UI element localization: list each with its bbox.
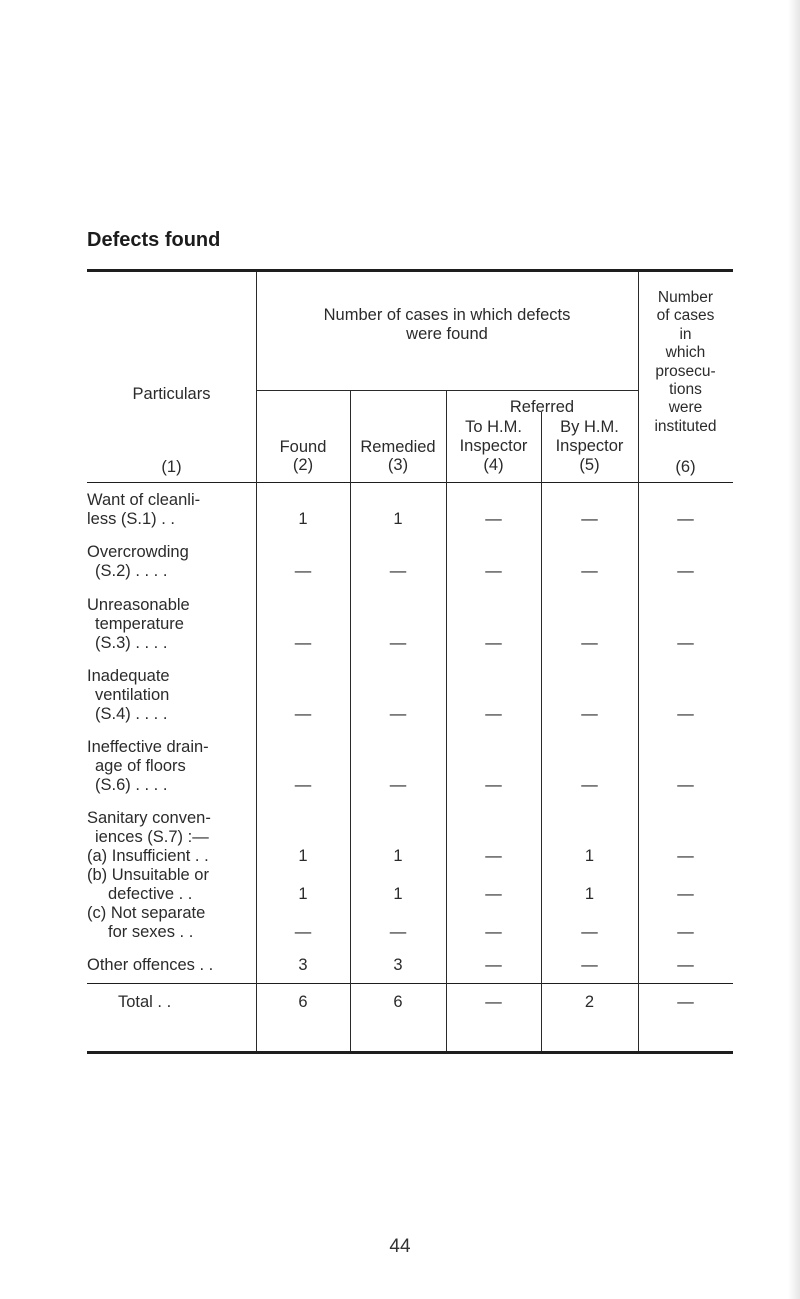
table-cell: — (294, 776, 312, 794)
prosecutions-line: Number (657, 289, 714, 306)
header-found: Found (279, 438, 327, 456)
table-cell: — (677, 705, 694, 723)
table-cell: — (485, 776, 502, 794)
row-label-line: Ineffective drain- (87, 738, 209, 756)
header-by-line2: Inspector (555, 437, 624, 455)
table-cell: — (294, 705, 312, 723)
row-label-line: Sanitary conven- (87, 809, 211, 827)
table-cell: — (677, 776, 694, 794)
row-label-line: (S.3) . . . . (95, 634, 168, 652)
prosecutions-line: which (665, 344, 706, 362)
section-title: Defects found (87, 229, 221, 251)
prosecutions-line: instituted (654, 417, 717, 435)
header-group-divider (256, 390, 638, 391)
table-cell: — (294, 634, 312, 652)
table-cell: 3 (393, 956, 403, 974)
table-cell: — (389, 923, 407, 941)
table-cell: — (294, 923, 312, 941)
header-by-number: (5) (579, 456, 600, 474)
row-label-line: temperature (95, 615, 184, 633)
row-label-line: for sexes . . (108, 923, 194, 941)
row-label-line: iences (S.7) :— (95, 828, 209, 846)
table-cell: — (485, 510, 502, 528)
table-cell: — (677, 510, 694, 528)
table-cell: — (677, 885, 694, 903)
page-edge-shadow (788, 0, 800, 1299)
row-label-line: Other offences . . (87, 956, 214, 974)
table-cell: — (581, 634, 598, 652)
total-top-rule (87, 983, 733, 984)
total-cell: — (485, 993, 502, 1011)
table-cell: 1 (393, 885, 403, 903)
header-remedied-number: (3) (387, 456, 409, 474)
table-cell: — (581, 510, 598, 528)
header-bottom-rule (87, 482, 733, 483)
header-found-number: (2) (292, 456, 314, 474)
row-label-line: (a) Insufficient . . (87, 847, 209, 865)
header-by-line1: By H.M. (560, 418, 619, 436)
total-cell: 6 (393, 993, 403, 1011)
table-cell: — (677, 634, 694, 652)
row-label-line: Inadequate (87, 667, 170, 685)
table-cell: — (677, 562, 694, 580)
row-label-line: (S.6) . . . . (95, 776, 168, 794)
row-label-line: Overcrowding (87, 543, 189, 561)
page-number: 44 (389, 1236, 411, 1257)
header-col1-number: (1) (161, 458, 182, 476)
prosecutions-line: tions (669, 381, 702, 399)
total-label: Total . . (118, 993, 172, 1011)
prosecutions-line: prosecu- (655, 362, 716, 380)
table-cell: 1 (393, 847, 403, 865)
header-remedied: Remedied (360, 438, 436, 456)
row-label-line: Unreasonable (87, 596, 190, 614)
table-cell: — (389, 776, 407, 794)
table-cell: 3 (298, 956, 308, 974)
table-cell: — (485, 847, 502, 865)
table-top-rule (87, 269, 733, 272)
table-cell: 1 (298, 510, 308, 528)
total-cell: 6 (298, 993, 308, 1011)
header-to-line1: To H.M. (465, 418, 522, 436)
table-cell: — (581, 956, 598, 974)
table-cell: 1 (584, 885, 595, 903)
table-cell: — (581, 776, 598, 794)
row-label-line: less (S.1) . . (87, 510, 176, 528)
header-group-line1: Number of cases in which defects (323, 306, 571, 324)
table-cell: 1 (584, 847, 595, 865)
header-referred: Referred (509, 398, 575, 416)
table-cell: 1 (298, 847, 308, 865)
header-to-line2: Inspector (459, 437, 528, 455)
table-cell: — (389, 705, 407, 723)
row-label-line: (c) Not separate (87, 904, 206, 922)
table-cell: — (485, 923, 502, 941)
row-label-line: ventilation (95, 686, 170, 704)
table-cell: — (581, 705, 598, 723)
table-cell: — (677, 923, 694, 941)
row-label-line: defective . . (108, 885, 193, 903)
prosecutions-line: of cases (656, 307, 715, 325)
total-cell: 2 (584, 993, 595, 1011)
header-particulars: Particulars (132, 385, 211, 403)
table-cell: 1 (393, 510, 403, 528)
table-cell: — (485, 885, 502, 903)
row-label-line: (b) Unsuitable or (87, 866, 209, 884)
table-cell: — (389, 562, 407, 580)
table-cell: — (485, 956, 502, 974)
total-cell: — (677, 993, 694, 1011)
table-cell: 1 (298, 885, 308, 903)
table-cell: — (485, 562, 502, 580)
table-cell: — (581, 923, 598, 941)
header-to-number: (4) (483, 456, 504, 474)
prosecutions-line: in (679, 325, 692, 343)
row-label-line: (S.4) . . . . (95, 705, 168, 723)
header-prosecutions (638, 289, 733, 436)
prosecutions-line: were (668, 399, 703, 417)
table-cell: — (294, 562, 312, 580)
row-label-line: Want of cleanli- (87, 491, 201, 509)
table-cell: — (677, 956, 694, 974)
header-prosecutions-number: (6) (675, 458, 696, 476)
table-cell: — (581, 562, 598, 580)
table-cell: — (485, 705, 502, 723)
table-cell: — (485, 634, 502, 652)
row-label-line: age of floors (95, 757, 186, 775)
table-cell: — (677, 847, 694, 865)
table-cell: — (389, 634, 407, 652)
table-bottom-rule (87, 1051, 733, 1054)
row-label-line: (S.2) . . . . (95, 562, 168, 580)
header-group-line2: were found (406, 325, 488, 343)
